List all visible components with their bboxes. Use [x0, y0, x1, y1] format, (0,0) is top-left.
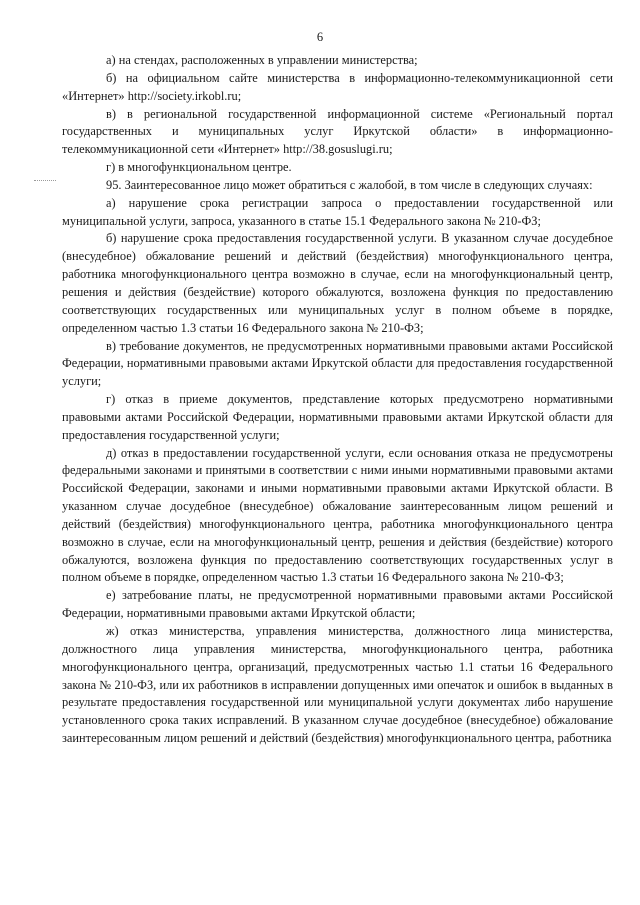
paragraph-case-zh: ж) отказ министерства, управления министерства, должностного лица министерства, должностного лица управления министерства, многофункционального центра, работника многофункционального центра, организаций, предусмотренных частью 1.1 статьи 16 Федерального закона № 210-ФЗ, или их работников в исправлении допущенных ими опечаток и ошибок в выданных в результате предоставления государственной или муниципальной услуги документах либо нарушение установленного срока таких исправлений. В указанном случае досудебное (внесудебное) обжалование заинтересованным лицом решений и действий (бездействия) многофункционального центра, работника: [62, 624, 613, 746]
paragraph-clause-95: 95. Заинтересованное лицо может обратиться с жалобой, в том числе в следующих случаях:: [106, 177, 593, 192]
paragraph-stands: а) на стендах, расположенных в управлении министерства;: [106, 53, 418, 67]
paragraph-regional-portal: в) в региональной государственной информационной системе «Региональный портал государственных и муниципальных услуг Иркутской области» в информационно-телекоммуникационной сети «Интернет» http://38.gosuslugi.ru;: [62, 106, 613, 157]
paragraph-case-d: д) отказ в предоставлении государственной услуги, если основания отказа не предусмотрены федеральными законами и принятыми в соответствии с ними иными нормативными правовыми актами Российской Федерации, законами и иными нормативными правовыми актами Иркутской области. В указанном случае досудебное (внесудебное) обжалование заинтересованным лицом решений и действий (бездействия) многофункционального центра, работника многофункционального центра возможно в случае, если на многофункциональный центр, решения и действия (бездействие) которого обжалуются, возложена функция по предоставлению соответствующих государственных услуг в полном объеме в порядке, определенном частью 1.3 статьи 16 Федерального закона № 210-ФЗ;: [62, 445, 613, 585]
paragraph-case-v: в) требование документов, не предусмотренных нормативными правовыми актами Российской Федерации, нормативными правовыми актами Иркутской области для предоставления государственной услуги;: [62, 338, 613, 389]
paragraph-official-site: б) на официальном сайте министерства в информационно-телекоммуникационной сети «Интернет» http://society.irkobl.ru;: [62, 70, 613, 103]
paragraph-case-e: е) затребование платы, не предусмотренной нормативными правовыми актами Российской Федерации, нормативными правовыми актами Иркутской области;: [62, 588, 613, 621]
scan-artifact: [34, 180, 56, 181]
page-number: 6: [316, 30, 324, 44]
document-body: [62, 52, 613, 748]
paragraph-mfc: г) в многофункциональном центре.: [106, 160, 292, 175]
paragraph-case-g: г) отказ в приеме документов, представление которых предусмотрено нормативными правовыми актами Российской Федерации, нормативными правовыми актами Иркутской области для предоставления государственной услуги;: [62, 392, 613, 442]
paragraph-case-a: а) нарушение срока регистрации запроса о предоставлении государственной или муниципальной услуги, запроса, указанного в статье 15.1 Федерального закона № 210-ФЗ;: [62, 195, 613, 228]
paragraph-case-b: б) нарушение срока предоставления государственной услуги. В указанном случае досудебное (внесудебное) обжалование решений и действий (бездействия) многофункционального центра, работника многофункционального центра возможно в случае, если на многофункциональный центр, решения и действия (бездействие) которого обжалуются, возложена функция по предоставлению соответствующих государственных или муниципальных услуг в полном объеме в порядке, определенном частью 1.3 статьи 16 Федерального закона № 210-ФЗ;: [62, 231, 613, 335]
